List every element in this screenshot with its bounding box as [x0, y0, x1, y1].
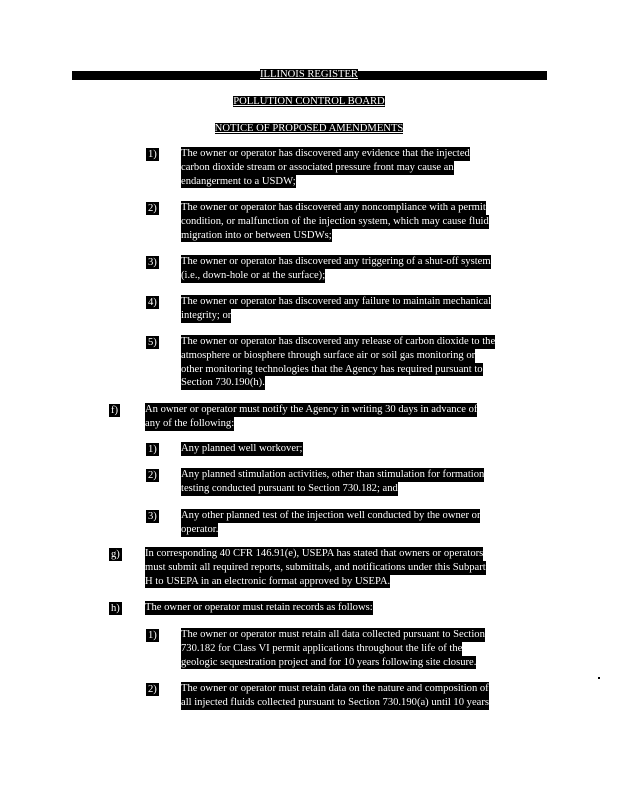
item-5-text: The owner or operator has discovered any release of carbon dioxide to the atmosphere or biosphere through surface air or soil gas monitoring or other monitoring technologies that the Agency has required pursuant to Section 730.190(h). [181, 336, 496, 389]
section-g-number: g) [111, 549, 120, 560]
section-h-item-2-text: The owner or operator must retain data on the nature and composition of all injected fluids collected pursuant to Section 730.190(a) until 10 years [181, 683, 490, 708]
section-f-text: An owner or operator must notify the Agency in writing 30 days in advance of any of the following: [145, 404, 478, 429]
section-f-item-1-text: Any planned well workover; [181, 443, 303, 454]
section-f-item-2-text: Any planned stimulation activities, other than stimulation for formation testing conducted pursuant to Section 730.182; and [181, 469, 485, 494]
item-5-number: 5) [148, 337, 157, 348]
section-g-text: In corresponding 40 CFR 146.91(e), USEPA has stated that owners or operators must submit all required reports, submittals, and notifications under this Subpart H to USEPA in an electronic format approved by USEPA. [145, 548, 486, 587]
item-1-number: 1) [148, 149, 157, 160]
section-f-item-3-number: 3) [148, 511, 157, 522]
notice-title: NOTICE OF PROPOSED AMENDMENTS [214, 123, 404, 134]
register-title: ILLINOIS REGISTER [260, 69, 358, 80]
scan-speck [598, 677, 600, 679]
board-title: POLLUTION CONTROL BOARD [233, 96, 385, 107]
section-h-text: The owner or operator must retain records as follows: [145, 602, 373, 613]
section-h-item-2-number: 2) [148, 684, 157, 695]
section-h-item-1-number: 1) [148, 630, 157, 641]
section-f-item-2-number: 2) [148, 470, 157, 481]
item-3-number: 3) [148, 257, 157, 268]
section-h-number: h) [111, 603, 120, 614]
section-f-item-1-number: 1) [148, 444, 157, 455]
section-f-number: f) [111, 405, 119, 416]
item-1-text: The owner or operator has discovered any evidence that the injected carbon dioxide stream or associated pressure front may cause an endangerment to a USDW; [181, 148, 470, 187]
section-h-item-1-text: The owner or operator must retain all data collected pursuant to Section 730.182 for Class VI permit applications throughout the life of the geologic sequestration project and for 10 years following site closure. [181, 629, 485, 668]
item-2-text: The owner or operator has discovered any noncompliance with a permit condition, or malfunction of the injection system, which may cause fluid migration into or between USDWs; [181, 202, 489, 241]
item-3-text: The owner or operator has discovered any triggering of a shut-off system (i.e., down-hole or at the surface); [181, 256, 491, 281]
item-2-number: 2) [148, 203, 157, 214]
item-4-number: 4) [148, 297, 157, 308]
item-4-text: The owner or operator has discovered any failure to maintain mechanical integrity; or [181, 296, 492, 321]
section-f-item-3-text: Any other planned test of the injection well conducted by the owner or operator. [181, 510, 481, 535]
